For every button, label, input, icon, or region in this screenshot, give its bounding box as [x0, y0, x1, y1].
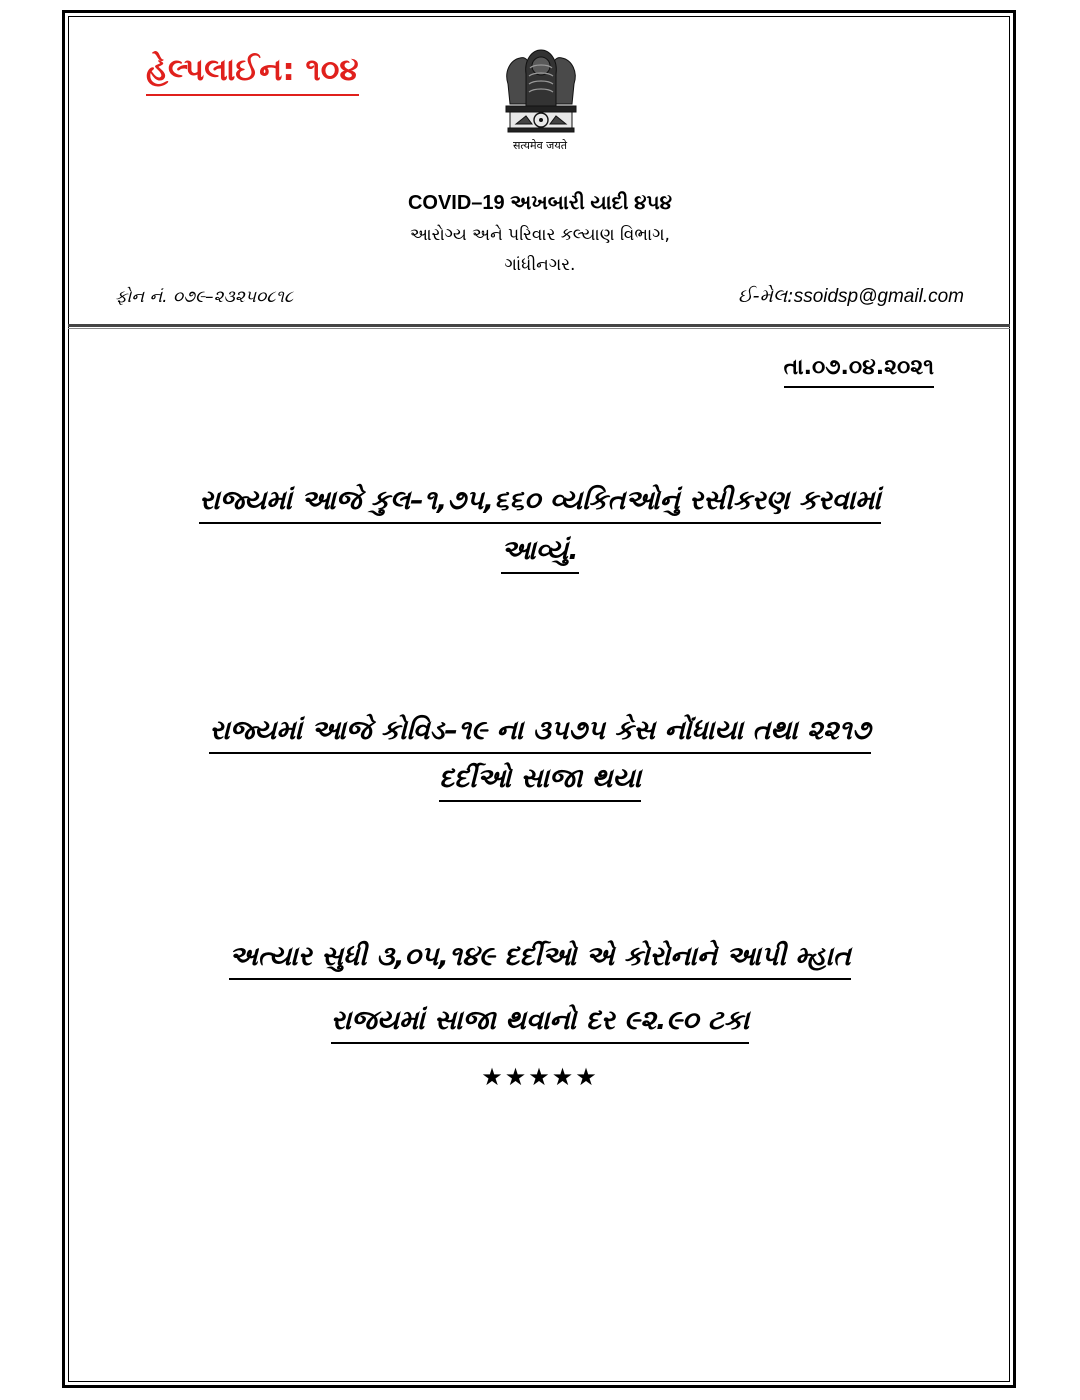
- header-divider: [68, 324, 1010, 329]
- press-release-title: COVID–19 અખબારી યાદી ૪૫૪: [407, 192, 673, 214]
- city-name: ગાંધીનગર.: [504, 255, 576, 275]
- email-label: ઈ-મેલ:: [737, 285, 794, 307]
- release-date: તા.૦૭.૦૪.૨૦૨૧: [784, 352, 934, 388]
- helpline-number: હેલ્પલાઈન: ૧૦૪: [146, 50, 359, 96]
- headline-vaccination-line-2: આવ્યું.: [501, 534, 578, 574]
- emblem-motto: सत्यमेव जयते: [512, 139, 567, 152]
- headline-cases-cont: [110, 762, 970, 802]
- headline-recovery-rate: [110, 1004, 970, 1044]
- headline-recovery-rate-line: રાજયમાં સાજા થવાનો દર ૯૨.૯૦ ટકા: [331, 1004, 750, 1044]
- end-stars: ★★★★★: [481, 1063, 599, 1091]
- document-inner-border: [68, 16, 1010, 1382]
- headline-cases: [110, 714, 970, 754]
- phone-number: ફોન નં. ૦૭૯–૨૩૨૫૦૮૧૮: [115, 287, 294, 307]
- headline-vaccination-cont: [110, 534, 970, 574]
- department-name: આરોગ્ય અને પરિવાર કલ્યાણ વિભાગ,: [410, 225, 670, 245]
- headline-recoveries-line-1: અત્યાર સુધી ૩,૦૫,૧૪૯ દર્દીઓ એ કોરોનાને આપી મ્હાત: [229, 940, 851, 980]
- headline-cases-line-1: રાજ્યમાં આજે કોવિડ–૧૯ ના ૩૫૭૫ કેસ નોંધાયા તથા ૨૨૧૭: [209, 714, 870, 754]
- headline-recoveries: [110, 940, 970, 980]
- headline-vaccination: [110, 484, 970, 524]
- email-address: ssoidsp@gmail.com: [793, 286, 964, 307]
- headline-cases-line-2: દર્દીઓ સાજા થયા: [439, 762, 641, 802]
- headline-vaccination-line-1: રાજ્યમાં આજે કુલ–૧,૭૫,૬૬૦ વ્યકિતઓનું રસીકરણ કરવામાં: [199, 484, 881, 524]
- email-contact: [738, 282, 964, 311]
